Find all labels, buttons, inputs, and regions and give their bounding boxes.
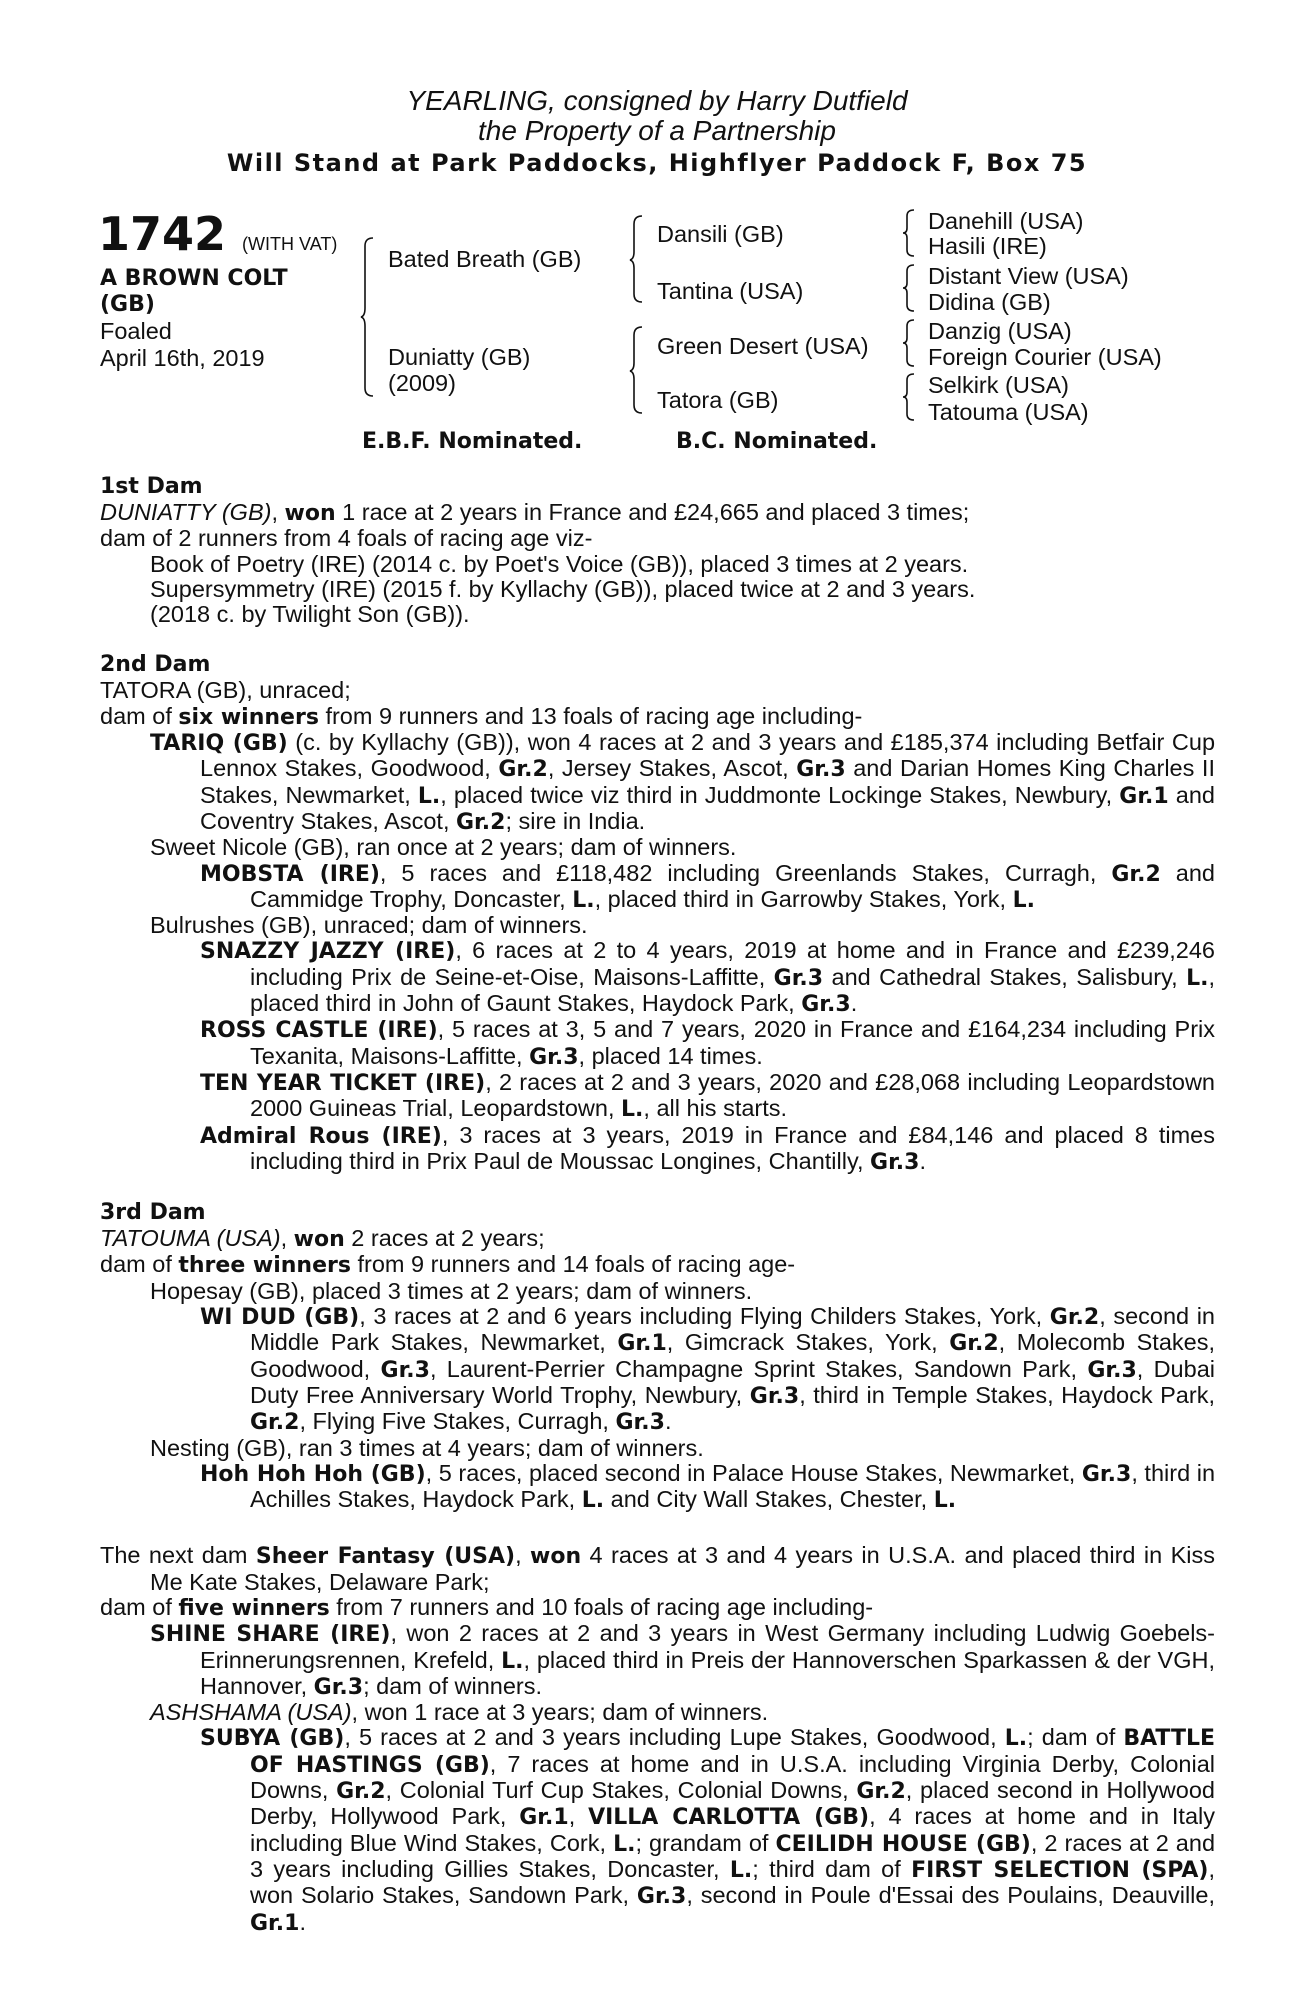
admiral-rous-entry: Admiral Rous (IRE), 3 races at 3 years, 2019 in France and £84,146 and placed 8 times including third in Prix Paul de Moussac Longines, Chantilly, Gr.3.	[200, 1121, 1216, 1175]
ggp-3: Distant View (USA)	[928, 263, 1129, 289]
ggp-5: Danzig (USA)	[928, 318, 1072, 344]
next-dam-section	[100, 1543, 1215, 1935]
third-dam-record: TATOUMA (USA), won 2 races at 2 years;	[100, 1225, 545, 1253]
third-dam-heading: 3rd Dam	[100, 1200, 206, 1226]
property-line: the Property of a Partnership	[478, 115, 836, 146]
consignor-line: YEARLING, consigned by Harry Dutfield	[406, 85, 908, 116]
gp4-bracket	[902, 372, 916, 422]
second-dam-heading: 2nd Dam	[100, 652, 211, 678]
second-dam-dam-of: dam of six winners from 9 runners and 13 foals of racing age including-	[100, 702, 863, 730]
lot-number-value: 1742	[98, 207, 227, 261]
mobsta-entry: MOBSTA (IRE), 5 races and £118,482 including Greenlands Stakes, Curragh, Gr.2 and Cammidge Trophy, Doncaster, L., placed third in Garrowby Stakes, York, L.	[200, 859, 1215, 913]
dam-year: (2009)	[388, 370, 456, 396]
first-dam-progeny-3: (2018 c. by Twilight Son (GB)).	[150, 601, 470, 628]
gp1-bracket	[902, 208, 916, 258]
ggp-4: Didina (GB)	[928, 289, 1051, 315]
lot-origin: (GB)	[100, 292, 155, 317]
ggp-8: Tatouma (USA)	[928, 399, 1089, 425]
sire-line-bracket	[629, 214, 645, 304]
snazzy-jazzy-entry: SNAZZY JAZZY (IRE), 6 races at 2 to 4 years, 2019 at home and in France and £239,246 including Prix de Seine-et-Oise, Maisons-Laffitte, Gr.3 and Cathedral Stakes, Salisbury, L., placed third in John of Gaunt Stakes, Haydock Park, Gr.3.	[200, 937, 1215, 1018]
shine-share-entry: SHINE SHARE (IRE), won 2 races at 2 and 3 years in West Germany including Ludwig Goebels-Erinnerungsrennen, Krefeld, L., placed third in Preis der Hannoverschen Sparkassen & der VGH, Hannover, Gr.3; dam of winners.	[150, 1620, 1215, 1700]
first-dam-record: DUNIATTY (GB), won 1 race at 2 years in France and £24,665 and placed 3 times;	[100, 499, 970, 526]
subya-entry: SUBYA (GB), 5 races at 2 and 3 years including Lupe Stakes, Goodwood, L.; dam of BATTLE OF HASTINGS (GB), 7 races at home and in U.S.A. including Virginia Derby, Colonial Downs, Gr.2, Colonial Turf Cup Stakes, Colonial Downs, Gr.2, placed second in Hollywood Derby, Hollywood Park, Gr.1, VILLA CARLOTTA (GB), 4 races at home and in Italy including Blue Wind Stakes, Cork, L.; grandam of CEILIDH HOUSE (GB), 2 races at 2 and 3 years including Gillies Stakes, Doncaster, L.; third dam of FIRST SELECTION (SPA), won Solario Stakes, Sandown Park, Gr.3, second in Poule d'Essai des Poulains, Deauville, Gr.1.	[200, 1724, 1216, 1936]
dam-line-bracket	[629, 325, 645, 415]
second-dam-line: TATORA (GB), unraced;	[100, 677, 351, 704]
ebf-nominated: E.B.F. Nominated.	[362, 429, 583, 454]
third-dam-section	[100, 1200, 1215, 1513]
third-dam-dam-of: dam of three winners from 9 runners and 14 foals of racing age-	[100, 1251, 796, 1279]
dam-sire: Green Desert (USA)	[657, 333, 869, 359]
next-dam-record: The next dam Sheer Fantasy (USA), won 4 races at 3 and 4 years in U.S.A. and placed third in Kiss Me Kate Stakes, Delaware Park;	[100, 1542, 1215, 1595]
dam-dam: Tatora (GB)	[657, 387, 779, 413]
second-dam-section	[100, 652, 1215, 1175]
wi-dud-entry: WI DUD (GB), 3 races at 2 and 6 years including Flying Childers Stakes, York, Gr.2, second in Middle Park Stakes, Newmarket, Gr.1, Gimcrack Stakes, York, Gr.2, Molecomb Stakes, Goodwood, Gr.3, Laurent-Perrier Champagne Sprint Stakes, Sandown Park, Gr.3, Dubai Duty Free Anniversary World Trophy, Newbury, Gr.3, third in Temple Stakes, Haydock Park, Gr.2, Flying Five Stakes, Curragh, Gr.3.	[200, 1303, 1215, 1436]
tariq-entry: TARIQ (GB) (c. by Kyllachy (GB)), won 4 races at 2 and 3 years and £185,374 including Betfair Cup Lennox Stakes, Goodwood, Gr.2, Jersey Stakes, Ascot, Gr.3 and Darian Homes King Charles II Stakes, Newmarket, L., placed twice viz third in Juddmonte Lockinge Stakes, Newbury, Gr.1 and Coventry Stakes, Ascot, Gr.2; sire in India.	[150, 729, 1216, 835]
sire-dam: Tantina (USA)	[657, 278, 804, 304]
lot-description: A BROWN COLT	[100, 266, 288, 291]
sire-dam-bracket	[360, 236, 376, 398]
bc-nominated: B.C. Nominated.	[676, 429, 878, 454]
bulrushes-entry: Bulrushes (GB), unraced; dam of winners.	[150, 912, 588, 939]
ross-castle-entry: ROSS CASTLE (IRE), 5 races at 3, 5 and 7 years, 2020 in France and £164,234 including Prix Texanita, Maisons-Laffitte, Gr.3, placed 14 times.	[200, 1016, 1216, 1070]
foaled-label: Foaled	[100, 318, 172, 344]
nesting-entry: Nesting (GB), ran 3 times at 4 years; dam of winners.	[150, 1434, 704, 1461]
location-line: Will Stand at Park Paddocks, Highflyer Paddock F, Box 75	[226, 149, 1088, 177]
ten-year-ticket-entry: TEN YEAR TICKET (IRE), 2 races at 2 and 3 years, 2020 and £28,068 including Leopardstown 2000 Guineas Trial, Leopardstown, L., all his starts.	[200, 1068, 1215, 1123]
ggp-7: Selkirk (USA)	[928, 372, 1070, 398]
hoh-hoh-hoh-entry: Hoh Hoh Hoh (GB), 5 races, placed second in Palace House Stakes, Newmarket, Gr.3, third in Achilles Stakes, Haydock Park, L. and City Wall Stakes, Chester, L.	[200, 1459, 1216, 1514]
first-dam-progeny-2: Supersymmetry (IRE) (2015 f. by Kyllachy (GB)), placed twice at 2 and 3 years.	[150, 575, 976, 602]
catalogue-text	[100, 474, 1215, 1936]
first-dam-dam-of: dam of 2 runners from 4 foals of racing age viz-	[100, 525, 593, 552]
ggp-6: Foreign Courier (USA)	[928, 344, 1162, 370]
sire-sire: Dansili (GB)	[657, 221, 784, 247]
gp3-bracket	[902, 318, 916, 368]
gp2-bracket	[902, 263, 916, 313]
ggp-1: Danehill (USA)	[928, 208, 1084, 234]
sweet-nicole-entry: Sweet Nicole (GB), ran once at 2 years; dam of winners.	[150, 834, 737, 861]
sire-name: Bated Breath (GB)	[388, 246, 582, 272]
first-dam-section	[100, 474, 1215, 627]
hopesay-entry: Hopesay (GB), placed 3 times at 2 years; dam of winners.	[150, 1277, 753, 1304]
ggp-2: Hasili (IRE)	[928, 233, 1047, 259]
next-dam-dam-of: dam of five winners from 7 runners and 10 foals of racing age including-	[100, 1593, 874, 1621]
dam-name: Duniatty (GB)	[388, 344, 531, 370]
ashshama-entry: ASHSHAMA (USA), won 1 race at 3 years; dam of winners.	[150, 1699, 769, 1726]
lot-number	[98, 207, 338, 268]
foaled-date: April 16th, 2019	[100, 345, 265, 371]
vat-label: (WITH VAT)	[242, 234, 338, 254]
first-dam-progeny-1: Book of Poetry (IRE) (2014 c. by Poet's Voice (GB)), placed 3 times at 2 years.	[150, 550, 969, 577]
first-dam-name: DUNIATTY (GB)	[100, 499, 272, 525]
first-dam-heading: 1st Dam	[100, 474, 203, 499]
